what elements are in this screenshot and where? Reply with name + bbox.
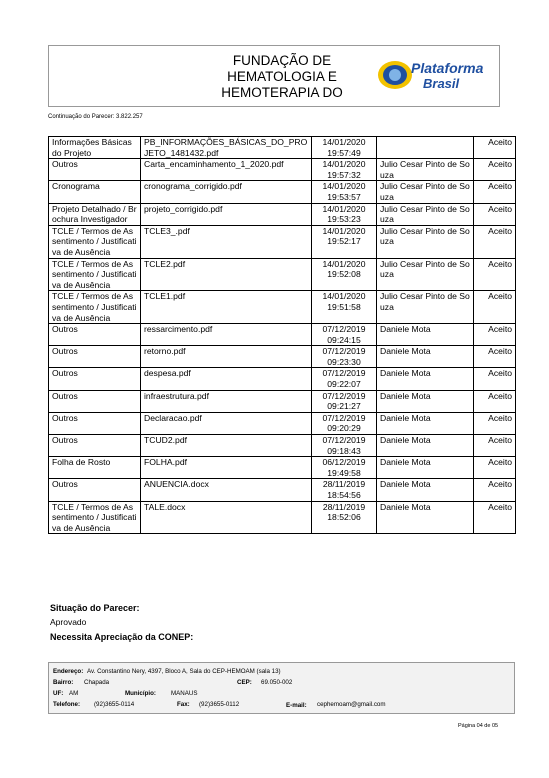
cell-tipo-documento: TCLE / Termos de Assentimento / Justificativa de Ausência xyxy=(49,501,141,534)
posted-time: 09:18:43 xyxy=(327,445,361,456)
cell-tipo-documento: Outros xyxy=(49,435,141,457)
posted-time: 09:24:15 xyxy=(327,334,361,345)
cell-tipo-documento: Outros xyxy=(49,412,141,434)
title-line: FUNDAÇÃO DE xyxy=(232,53,332,68)
cell-postagem xyxy=(312,225,377,258)
cell-tipo-documento: Outros xyxy=(49,346,141,368)
posted-date: 14/01/2020 xyxy=(322,159,366,170)
posted-date: 07/12/2019 xyxy=(322,390,366,401)
cell-situacao: Aceito xyxy=(474,225,516,258)
cell-postagem xyxy=(312,457,377,479)
table-row xyxy=(49,346,516,368)
address-footer xyxy=(48,662,515,714)
table-row xyxy=(49,324,516,346)
cell-situacao: Aceito xyxy=(474,390,516,412)
cell-autor xyxy=(377,137,474,159)
cell-arquivo: ANUENCIA.docx xyxy=(141,479,312,501)
table-row xyxy=(49,412,516,434)
municipio-label: Município: xyxy=(125,690,156,697)
cell-arquivo: TCUD2.pdf xyxy=(141,435,312,457)
cell-postagem xyxy=(312,390,377,412)
posted-time: 09:21:27 xyxy=(327,401,361,412)
cell-postagem xyxy=(312,479,377,501)
endereco-label: Endereço: xyxy=(53,668,84,675)
posted-date: 14/01/2020 xyxy=(322,181,366,192)
cell-tipo-documento: TCLE / Termos de Assentimento / Justificativa de Ausência xyxy=(49,291,141,324)
cell-autor: Daniele Mota xyxy=(377,324,474,346)
fax-label: Fax: xyxy=(177,701,190,708)
cell-arquivo: cronograma_corrigido.pdf xyxy=(141,181,312,203)
posted-time: 18:52:06 xyxy=(327,512,361,523)
cell-autor: Julio Cesar Pinto de Souza xyxy=(377,291,474,324)
posted-time: 19:49:58 xyxy=(327,467,361,478)
cell-situacao: Aceito xyxy=(474,435,516,457)
cell-postagem xyxy=(312,159,377,181)
cell-autor: Daniele Mota xyxy=(377,368,474,390)
table-row xyxy=(49,368,516,390)
cell-postagem xyxy=(312,137,377,159)
posted-date: 28/11/2019 xyxy=(322,479,366,490)
cell-arquivo: retorno.pdf xyxy=(141,346,312,368)
cell-arquivo: TCLE3_.pdf xyxy=(141,225,312,258)
cell-arquivo: ressarcimento.pdf xyxy=(141,324,312,346)
posted-date: 14/01/2020 xyxy=(322,291,366,302)
posted-date: 06/12/2019 xyxy=(322,457,366,468)
cell-postagem xyxy=(312,291,377,324)
cell-arquivo: despesa.pdf xyxy=(141,368,312,390)
cell-tipo-documento: Informações Básicas do Projeto xyxy=(49,137,141,159)
cell-autor: Julio Cesar Pinto de Souza xyxy=(377,159,474,181)
cell-autor: Julio Cesar Pinto de Souza xyxy=(377,258,474,291)
cell-situacao: Aceito xyxy=(474,258,516,291)
posted-time: 19:52:17 xyxy=(327,236,361,247)
cell-situacao: Aceito xyxy=(474,137,516,159)
cell-arquivo: infraestrutura.pdf xyxy=(141,390,312,412)
bairro-value: Chapada xyxy=(84,679,110,686)
table-row xyxy=(49,203,516,225)
posted-time: 19:52:08 xyxy=(327,269,361,280)
cell-postagem xyxy=(312,346,377,368)
cell-postagem xyxy=(312,181,377,203)
cell-arquivo: PB_INFORMAÇÕES_BÁSICAS_DO_PROJETO_1481432.pdf xyxy=(141,137,312,159)
posted-time: 19:53:23 xyxy=(327,214,361,225)
cell-autor: Daniele Mota xyxy=(377,479,474,501)
municipio-value: MANAUS xyxy=(171,690,198,697)
posted-date: 07/12/2019 xyxy=(322,412,366,423)
cell-autor: Daniele Mota xyxy=(377,346,474,368)
table-row xyxy=(49,181,516,203)
cell-postagem xyxy=(312,324,377,346)
table-row xyxy=(49,225,516,258)
table-row xyxy=(49,258,516,291)
cell-tipo-documento: TCLE / Termos de Assentimento / Justificativa de Ausência xyxy=(49,258,141,291)
posted-date: 14/01/2020 xyxy=(322,203,366,214)
cell-situacao: Aceito xyxy=(474,291,516,324)
situacao-label: Situação do Parecer: xyxy=(50,603,140,613)
posted-date: 07/12/2019 xyxy=(322,368,366,379)
cell-autor: Daniele Mota xyxy=(377,501,474,534)
table-row xyxy=(49,291,516,324)
posted-date: 07/12/2019 xyxy=(322,435,366,446)
cell-situacao: Aceito xyxy=(474,159,516,181)
cell-situacao: Aceito xyxy=(474,203,516,225)
posted-time: 19:51:58 xyxy=(327,301,361,312)
cell-tipo-documento: Projeto Detalhado / Brochura Investigador xyxy=(49,203,141,225)
cell-postagem xyxy=(312,368,377,390)
fax-value: (92)3655-0112 xyxy=(199,701,240,708)
cell-arquivo: FOLHA.pdf xyxy=(141,457,312,479)
telefone-value: (92)3655-0114 xyxy=(94,701,135,708)
cell-tipo-documento: Folha de Rosto xyxy=(49,457,141,479)
cell-situacao: Aceito xyxy=(474,501,516,534)
posted-time: 19:57:32 xyxy=(327,169,361,180)
cell-autor: Daniele Mota xyxy=(377,457,474,479)
cell-situacao: Aceito xyxy=(474,412,516,434)
posted-date: 14/01/2020 xyxy=(322,225,366,236)
cell-tipo-documento: Cronograma xyxy=(49,181,141,203)
cell-autor: Daniele Mota xyxy=(377,412,474,434)
cell-autor: Julio Cesar Pinto de Souza xyxy=(377,203,474,225)
documents-table xyxy=(48,136,516,534)
telefone-label: Telefone: xyxy=(53,701,81,708)
posted-time: 09:20:29 xyxy=(327,423,361,434)
cell-autor: Daniele Mota xyxy=(377,435,474,457)
uf-label: UF: xyxy=(53,690,64,697)
posted-time: 18:54:56 xyxy=(327,490,361,500)
cell-tipo-documento: Outros xyxy=(49,390,141,412)
posted-date: 07/12/2019 xyxy=(322,346,366,357)
cell-situacao: Aceito xyxy=(474,368,516,390)
cell-autor: Julio Cesar Pinto de Souza xyxy=(377,225,474,258)
table-row xyxy=(49,479,516,501)
cell-arquivo: Declaracao.pdf xyxy=(141,412,312,434)
cell-situacao: Aceito xyxy=(474,457,516,479)
continuation-note: Continuação do Parecer: 3.822.257 xyxy=(48,114,143,120)
cell-tipo-documento: Outros xyxy=(49,324,141,346)
page-number: Página 04 de 05 xyxy=(458,723,499,729)
posted-time: 09:22:07 xyxy=(327,379,361,390)
cell-arquivo: TCLE1.pdf xyxy=(141,291,312,324)
table-row xyxy=(49,457,516,479)
title-line: HEMOTERAPIA DO xyxy=(221,85,343,100)
posted-time: 09:23:30 xyxy=(327,356,361,367)
cep-value: 69.050-002 xyxy=(261,679,293,686)
posted-time: 19:57:49 xyxy=(327,147,361,158)
email-label: E-mail: xyxy=(286,702,307,709)
cell-arquivo: TCLE2.pdf xyxy=(141,258,312,291)
cell-postagem xyxy=(312,501,377,534)
posted-date: 14/01/2020 xyxy=(322,258,366,269)
table-row xyxy=(49,501,516,534)
cell-situacao: Aceito xyxy=(474,346,516,368)
email-value: cephemoam@gmail.com xyxy=(317,701,386,708)
uf-value: AM xyxy=(69,690,79,697)
cell-tipo-documento: Outros xyxy=(49,479,141,501)
table-row xyxy=(49,137,516,159)
svg-text:Plataforma: Plataforma xyxy=(411,60,484,76)
cell-situacao: Aceito xyxy=(474,479,516,501)
cell-arquivo: TALE.docx xyxy=(141,501,312,534)
cell-tipo-documento: TCLE / Termos de Assentimento / Justificativa de Ausência xyxy=(49,225,141,258)
svg-text:Brasil: Brasil xyxy=(423,76,460,91)
cell-arquivo: Carta_encaminhamento_1_2020.pdf xyxy=(141,159,312,181)
table-row xyxy=(49,390,516,412)
cell-tipo-documento: Outros xyxy=(49,368,141,390)
cell-situacao: Aceito xyxy=(474,324,516,346)
table-row xyxy=(49,159,516,181)
posted-time: 19:53:57 xyxy=(327,191,361,202)
cell-autor: Daniele Mota xyxy=(377,390,474,412)
bairro-label: Bairro: xyxy=(53,679,74,686)
posted-date: 14/01/2020 xyxy=(322,137,366,147)
conep-label: Necessita Apreciação da CONEP: xyxy=(50,632,194,642)
situacao-value: Aprovado xyxy=(50,617,87,627)
plataforma-brasil-logo xyxy=(375,55,499,95)
table-row xyxy=(49,435,516,457)
cell-postagem xyxy=(312,203,377,225)
title-line: HEMATOLOGIA E xyxy=(227,69,337,84)
endereco-value: Av. Constantino Nery, 4397, Bloco A, Sala do CEP-HEMOAM (sala 13) xyxy=(87,668,281,675)
institution-title xyxy=(197,53,367,101)
document-header xyxy=(48,45,500,107)
cep-label: CEP: xyxy=(237,679,252,686)
posted-date: 07/12/2019 xyxy=(322,324,366,335)
cell-postagem xyxy=(312,258,377,291)
cell-tipo-documento: Outros xyxy=(49,159,141,181)
cell-arquivo: projeto_corrigido.pdf xyxy=(141,203,312,225)
posted-date: 28/11/2019 xyxy=(322,501,366,512)
cell-postagem xyxy=(312,412,377,434)
cell-postagem xyxy=(312,435,377,457)
cell-autor: Julio Cesar Pinto de Souza xyxy=(377,181,474,203)
cell-situacao: Aceito xyxy=(474,181,516,203)
